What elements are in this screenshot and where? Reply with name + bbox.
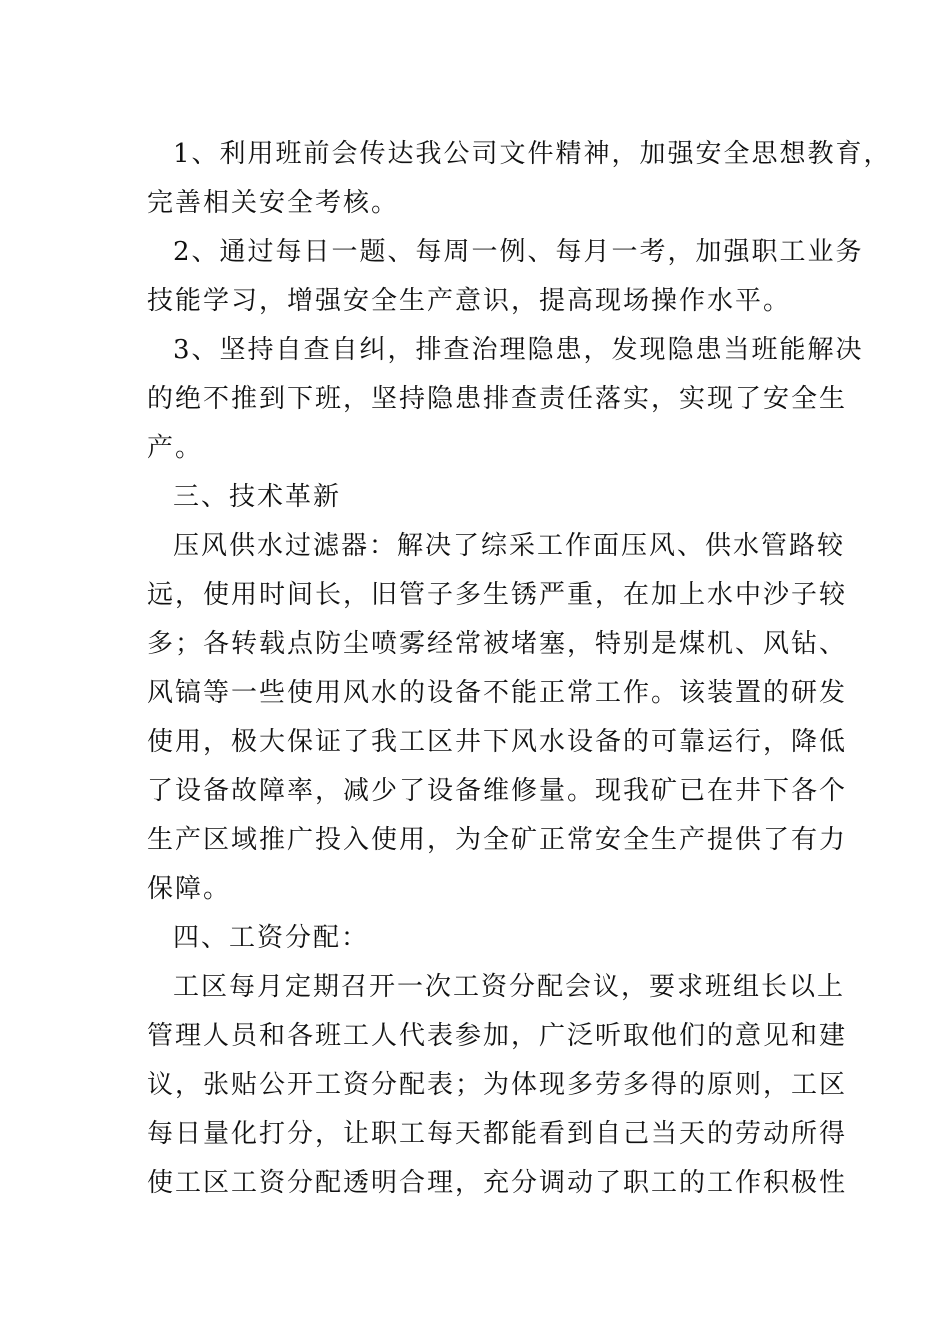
paragraph-line: 工区每月定期召开一次工资分配会议，要求班组长以上 [173, 972, 846, 1002]
paragraph-line: 多；各转载点防尘喷雾经常被堵塞，特别是煤机、风钻、 [147, 629, 848, 659]
section-heading: 四、工资分配： [173, 923, 370, 953]
paragraph-line: 2、通过每日一题、每周一例、每月一考，加强职工业务 [173, 237, 864, 267]
paragraph-line: 的绝不推到下班，坚持隐患排查责任落实，实现了安全生 [147, 384, 848, 414]
paragraph-line: 产。 [147, 433, 204, 463]
paragraph-line: 技能学习，增强安全生产意识，提高现场操作水平。 [147, 286, 792, 316]
paragraph-line: 压风供水过滤器：解决了综采工作面压风、供水管路较 [173, 531, 846, 561]
paragraph-line: 议，张贴公开工资分配表；为体现多劳多得的原则，工区 [147, 1070, 848, 1100]
paragraph-line: 完善相关安全考核。 [147, 188, 400, 218]
paragraph-line: 管理人员和各班工人代表参加，广泛听取他们的意见和建 [147, 1021, 848, 1051]
paragraph-line: 每日量化打分，让职工每天都能看到自己当天的劳动所得 [147, 1119, 848, 1149]
section-heading: 三、技术革新 [173, 482, 342, 512]
paragraph-line: 了设备故障率，减少了设备维修量。现我矿已在井下各个 [147, 776, 848, 806]
paragraph-line: 保障。 [147, 874, 232, 904]
paragraph-line: 使工区工资分配透明合理，充分调动了职工的工作积极性 [147, 1168, 848, 1198]
paragraph-line: 生产区域推广投入使用，为全矿正常安全生产提供了有力 [147, 825, 848, 855]
paragraph-line: 3、坚持自查自纠，排查治理隐患，发现隐患当班能解决 [173, 335, 864, 365]
paragraph-line: 远，使用时间长，旧管子多生锈严重，在加上水中沙子较 [147, 580, 848, 610]
paragraph-line: 风镐等一些使用风水的设备不能正常工作。该装置的研发 [147, 678, 848, 708]
document-body [147, 130, 892, 1208]
paragraph-line: 1、利用班前会传达我公司文件精神，加强安全思想教育， [173, 139, 892, 169]
paragraph-line: 使用，极大保证了我工区井下风水设备的可靠运行，降低 [147, 727, 848, 757]
